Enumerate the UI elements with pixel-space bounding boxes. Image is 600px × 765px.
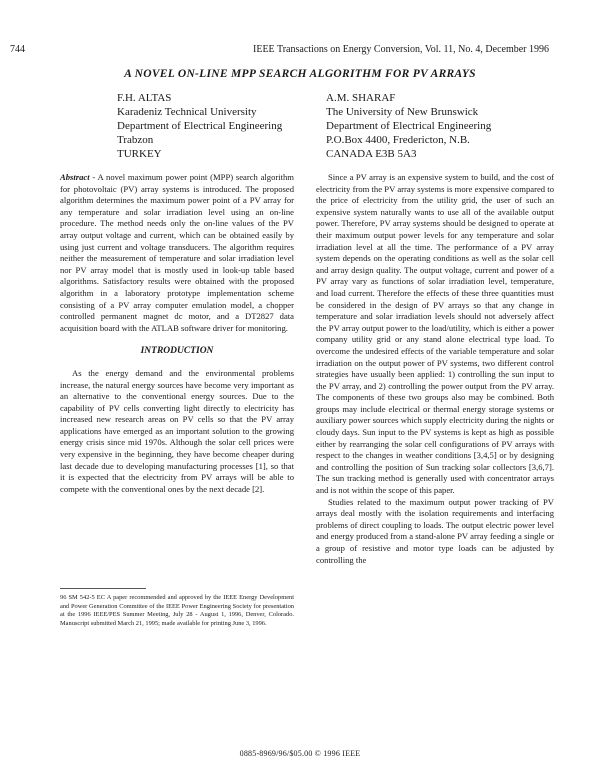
right-column: [316, 172, 554, 566]
abstract-text: - A novel maximum power point (MPP) search algorithm for photovoltaic (PV) array systems is introduced. The proposed algorithm determines the maximum power point of a PV array for any temperature and solar irradiation level using an on-line procedure. The method needs only the on-line values of the PV array output voltage and current, which can be obtained easily by using just current and voltage transducers. The algorithm requires neither the measurement of temperature and solar irradiation level nor PV array model that is mostly used in look-up table based algorithms. Satisfactory results were obtained with the proposed algorithm in a laboratory prototype implementation scheme consisting of a PV array computer emulation model, a chopper controlled permanent magnet dc motor, and a DT2827 data acquisition board with the ATLAB software driver for monitoring.: [60, 172, 294, 333]
footnote-divider: [60, 588, 146, 589]
author-city: Trabzon: [117, 134, 154, 146]
author-affiliation: The University of New Brunswick: [326, 106, 479, 118]
journal-citation: IEEE Transactions on Energy Conversion, Vol. 11, No. 4, December 1996: [253, 44, 549, 55]
section-heading-introduction: INTRODUCTION: [140, 346, 214, 357]
author-affiliation: Karadeniz Technical University: [117, 106, 257, 118]
paper-title: A NOVEL ON-LINE MPP SEARCH ALGORITHM FOR PV ARRAYS: [124, 68, 476, 80]
abstract-label: Abstract: [60, 172, 90, 182]
author-name: A.M. SHARAF: [326, 92, 396, 104]
body-paragraph: Studies related to the maximum output power tracking of PV arrays deal mostly with the isolation requirements and interfacing problems of direct coupling to loads. The output electric power level and energy produced from a stand-alone PV array feeding a single or a group of resistive and motor type loads can be adjusted by controlling the: [316, 496, 554, 565]
footnote: 96 SM 542-5 EC A paper recommended and approved by the IEEE Energy Development and Power Generation Committee of the IEEE Power Engineering Society for presentation at the 1996 IEEE/PES Summer Meeting, July 28 - August 1, 1996, Denver, Colorado. Manuscript submitted March 21, 1995; made available for printing June 3, 1996.: [60, 594, 294, 627]
copyright-footer: 0885-8969/96/$05.00 © 1996 IEEE: [239, 749, 361, 758]
introduction-paragraph: As the energy demand and the environmental problems increase, the natural energy sources have become very important as an alternative to the conventional energy sources. Due to the capability of PV cells converting light directly to electricity has increased new research areas on PV cells so that the PV array applications have emerged as an important solution to the growing energy crisis since mid 1970s. Although the solar cell prices were very expensive in the beginning, they have become cheaper during last decade due to developing manufacturing processes [1], so that it is expected that the electricity from PV arrays will be able to compete with the conventional ones by the next decade [2].: [60, 367, 294, 494]
author-name: F.H. ALTAS: [117, 92, 172, 104]
author-block-1: [117, 91, 282, 161]
left-column: [60, 172, 294, 495]
author-department: Department of Electrical Engineering: [117, 120, 283, 132]
page-number: 744: [10, 44, 25, 55]
author-country: TURKEY: [117, 148, 162, 160]
body-paragraph: Since a PV array is an expensive system to build, and the cost of electricity from the PV array systems is more expensive compared to the price of electricity from the utility grid, the user of such an expensive system naturally wants to use all of the available output power. Therefore, PV array systems should be designed to operate at their maximum output power levels for any temperature and solar irradiation level at all the time. The performance of a PV array system depends on the operating conditions as well as the solar cell and array design quality. The output voltage, current and power of a PV array vary as functions of solar irradiation level, temperature, and load current. Therefore the effects of these three quantities must be considered in the design of PV arrays so that any change in temperature and solar irradiation levels should not adversely affect the PV array output power to the load/utility, which is either a power company utility grid or any stand alone electrical type load. To overcome the undesired effects of the variable temperature and solar irradiation on the output power of PV systems, two different control strategies have usually been applied: 1) controlling the sun input to the PV array, and 2) controlling the power output from the PV array. The components of these two groups also may be combined. Both groups may include electrical or thermal energy storage systems or auxiliary power sources which supply electricity during the nights or cloudy days. Sun input to the PV systems is kept as high as possible either by rearranging the solar cell configurations of PV arrays with respect to the changes in weather conditions [3,4,5] or by designing and controlling the position of Sun tracking solar collectors [3,6,7]. The sun tracking method is generally used with concentrator arrays and is not within the scope of this paper.: [316, 172, 554, 496]
abstract: [60, 172, 294, 334]
author-block-2: [326, 91, 491, 161]
author-department: Department of Electrical Engineering: [326, 120, 492, 132]
author-country: CANADA E3B 5A3: [326, 148, 417, 160]
author-city: P.O.Box 4400, Fredericton, N.B.: [326, 134, 470, 146]
